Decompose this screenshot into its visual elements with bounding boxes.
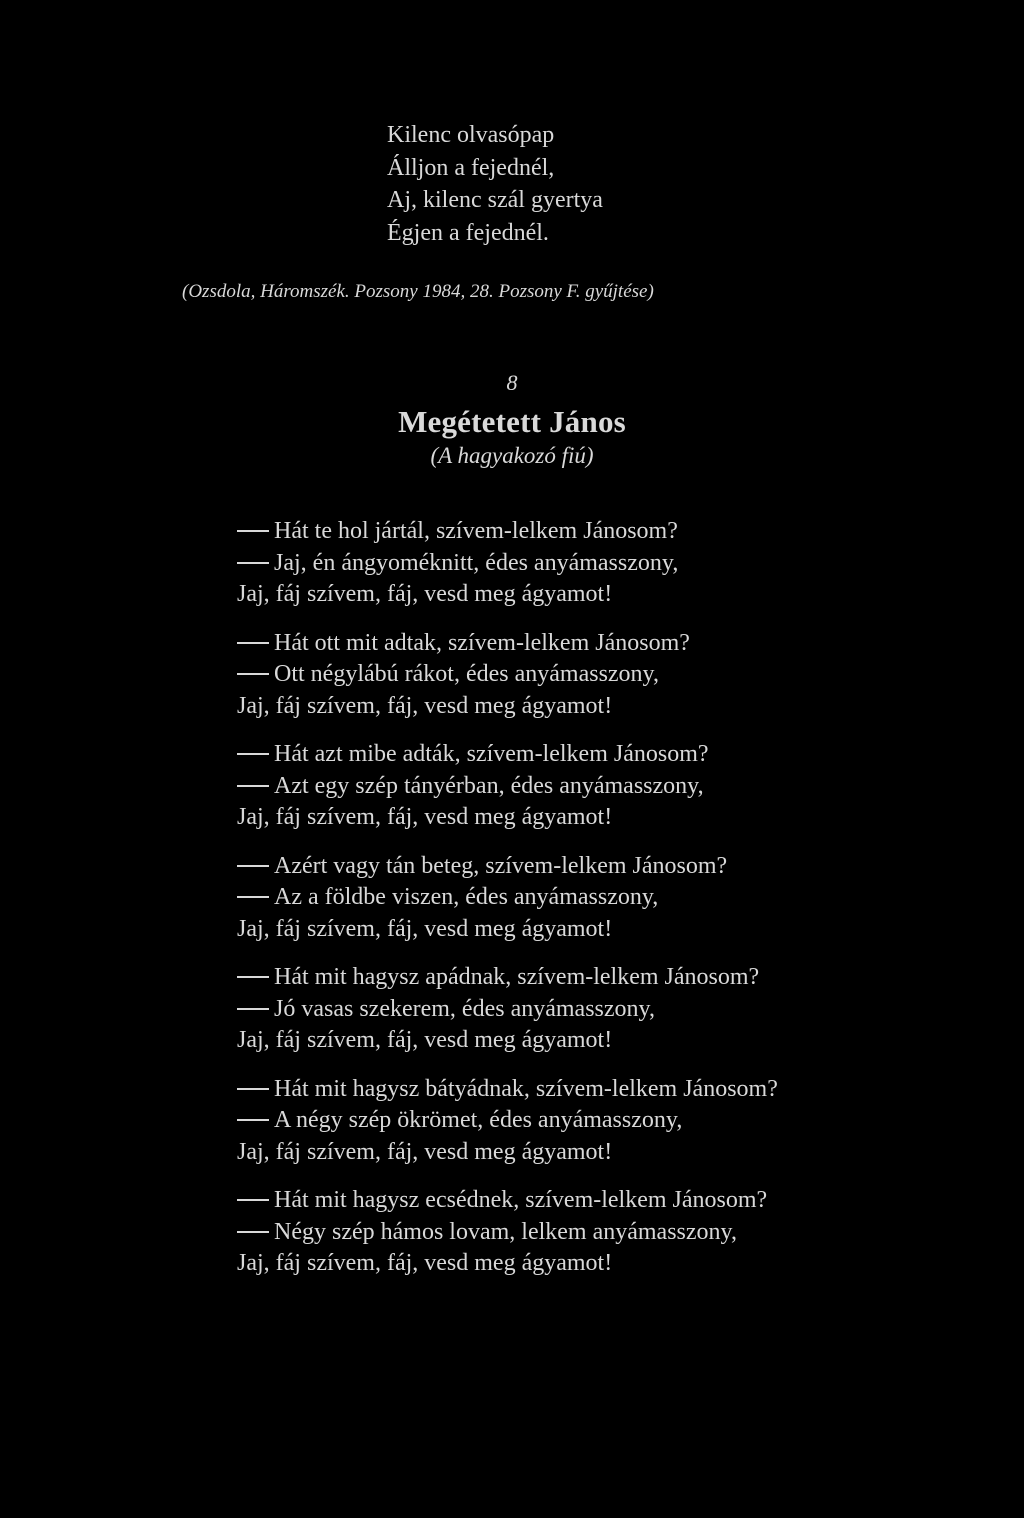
em-dash — [237, 673, 269, 675]
question-line — [237, 516, 778, 548]
verse — [237, 516, 778, 611]
question-text: Hát ott mit adtak, szívem-lelkem Jánosom? — [274, 629, 690, 656]
verse — [237, 851, 778, 946]
answer-line — [237, 882, 778, 914]
verse — [237, 1185, 778, 1280]
answer-line — [237, 1105, 778, 1137]
question-text: Hát te hol jártál, szívem-lelkem Jánosom? — [274, 518, 678, 544]
song-subtitle: (A hagyakozó fiú) — [430, 443, 594, 468]
em-dash — [237, 562, 269, 564]
verse — [237, 962, 778, 1057]
em-dash — [237, 896, 269, 898]
question-text: Hát azt mibe adták, szívem-lelkem Jánosom? — [274, 741, 709, 767]
em-dash — [237, 1231, 269, 1233]
question-line — [237, 962, 778, 994]
stanza-line: Kilenc olvasópap — [387, 122, 555, 148]
refrain-line: Jaj, fáj szívem, fáj, vesd meg ágyamot! — [237, 915, 613, 942]
answer-line — [237, 548, 778, 580]
em-dash — [237, 976, 269, 978]
em-dash — [237, 1008, 269, 1010]
verse — [237, 739, 778, 834]
answer-text: Az a földbe viszen, édes anyámasszony, — [274, 884, 659, 910]
em-dash — [237, 753, 269, 755]
question-text: Hát mit hagysz apádnak, szívem-lelkem Jánosom? — [274, 964, 760, 990]
em-dash — [237, 530, 269, 532]
song-title: Megétetett János — [398, 404, 626, 439]
refrain-line: Jaj, fáj szívem, fáj, vesd meg ágyamot! — [237, 581, 613, 607]
question-line — [237, 851, 778, 883]
previous-song-ending-stanza — [387, 119, 603, 249]
refrain-line: Jaj, fáj szívem, fáj, vesd meg ágyamot! — [237, 1250, 613, 1276]
em-dash — [237, 865, 269, 867]
em-dash — [237, 1119, 269, 1121]
answer-text: Jaj, én ángyoméknitt, édes anyámasszony, — [274, 549, 679, 576]
song-body — [237, 516, 778, 1297]
em-dash — [237, 1088, 269, 1090]
question-line — [237, 1074, 778, 1106]
refrain-line: Jaj, fáj szívem, fáj, vesd meg ágyamot! — [237, 1138, 613, 1165]
song-number: 8 — [506, 370, 518, 395]
answer-text: Ott négylábú rákot, édes anyámasszony, — [274, 661, 659, 687]
refrain-line: Jaj, fáj szívem, fáj, vesd meg ágyamot! — [237, 804, 613, 830]
refrain-line: Jaj, fáj szívem, fáj, vesd meg ágyamot! — [237, 1027, 613, 1053]
source-note: (Ozsdola, Háromszék. Pozsony 1984, 28. Pozsony F. gyűjtése) — [182, 281, 654, 302]
stanza-line: Álljon a fejednél, — [387, 154, 555, 181]
question-text: Hát mit hagysz ecsédnek, szívem-lelkem Jánosom? — [274, 1187, 768, 1213]
stanza-line: Aj, kilenc szál gyertya — [387, 187, 603, 213]
refrain-line: Jaj, fáj szívem, fáj, vesd meg ágyamot! — [237, 692, 613, 719]
question-line — [237, 628, 778, 660]
answer-line — [237, 994, 778, 1026]
question-line — [237, 1185, 778, 1217]
verse — [237, 628, 778, 723]
question-text: Azért vagy tán beteg, szívem-lelkem Jánosom? — [274, 852, 728, 879]
question-text: Hát mit hagysz bátyádnak, szívem-lelkem Jánosom? — [274, 1075, 778, 1102]
answer-line — [237, 771, 778, 803]
answer-text: Azt egy szép tányérban, édes anyámasszony, — [274, 772, 704, 799]
answer-text: Jó vasas szekerem, édes anyámasszony, — [274, 995, 655, 1022]
answer-line — [237, 659, 778, 691]
em-dash — [237, 1199, 269, 1201]
stanza-line: Égjen a fejednél. — [387, 219, 549, 246]
em-dash — [237, 785, 269, 787]
verse — [237, 1074, 778, 1169]
answer-text: A négy szép ökrömet, édes anyámasszony, — [274, 1107, 683, 1133]
answer-text: Négy szép hámos lovam, lelkem anyámasszony, — [274, 1218, 737, 1245]
em-dash — [237, 642, 269, 644]
answer-line — [237, 1217, 778, 1249]
question-line — [237, 739, 778, 771]
